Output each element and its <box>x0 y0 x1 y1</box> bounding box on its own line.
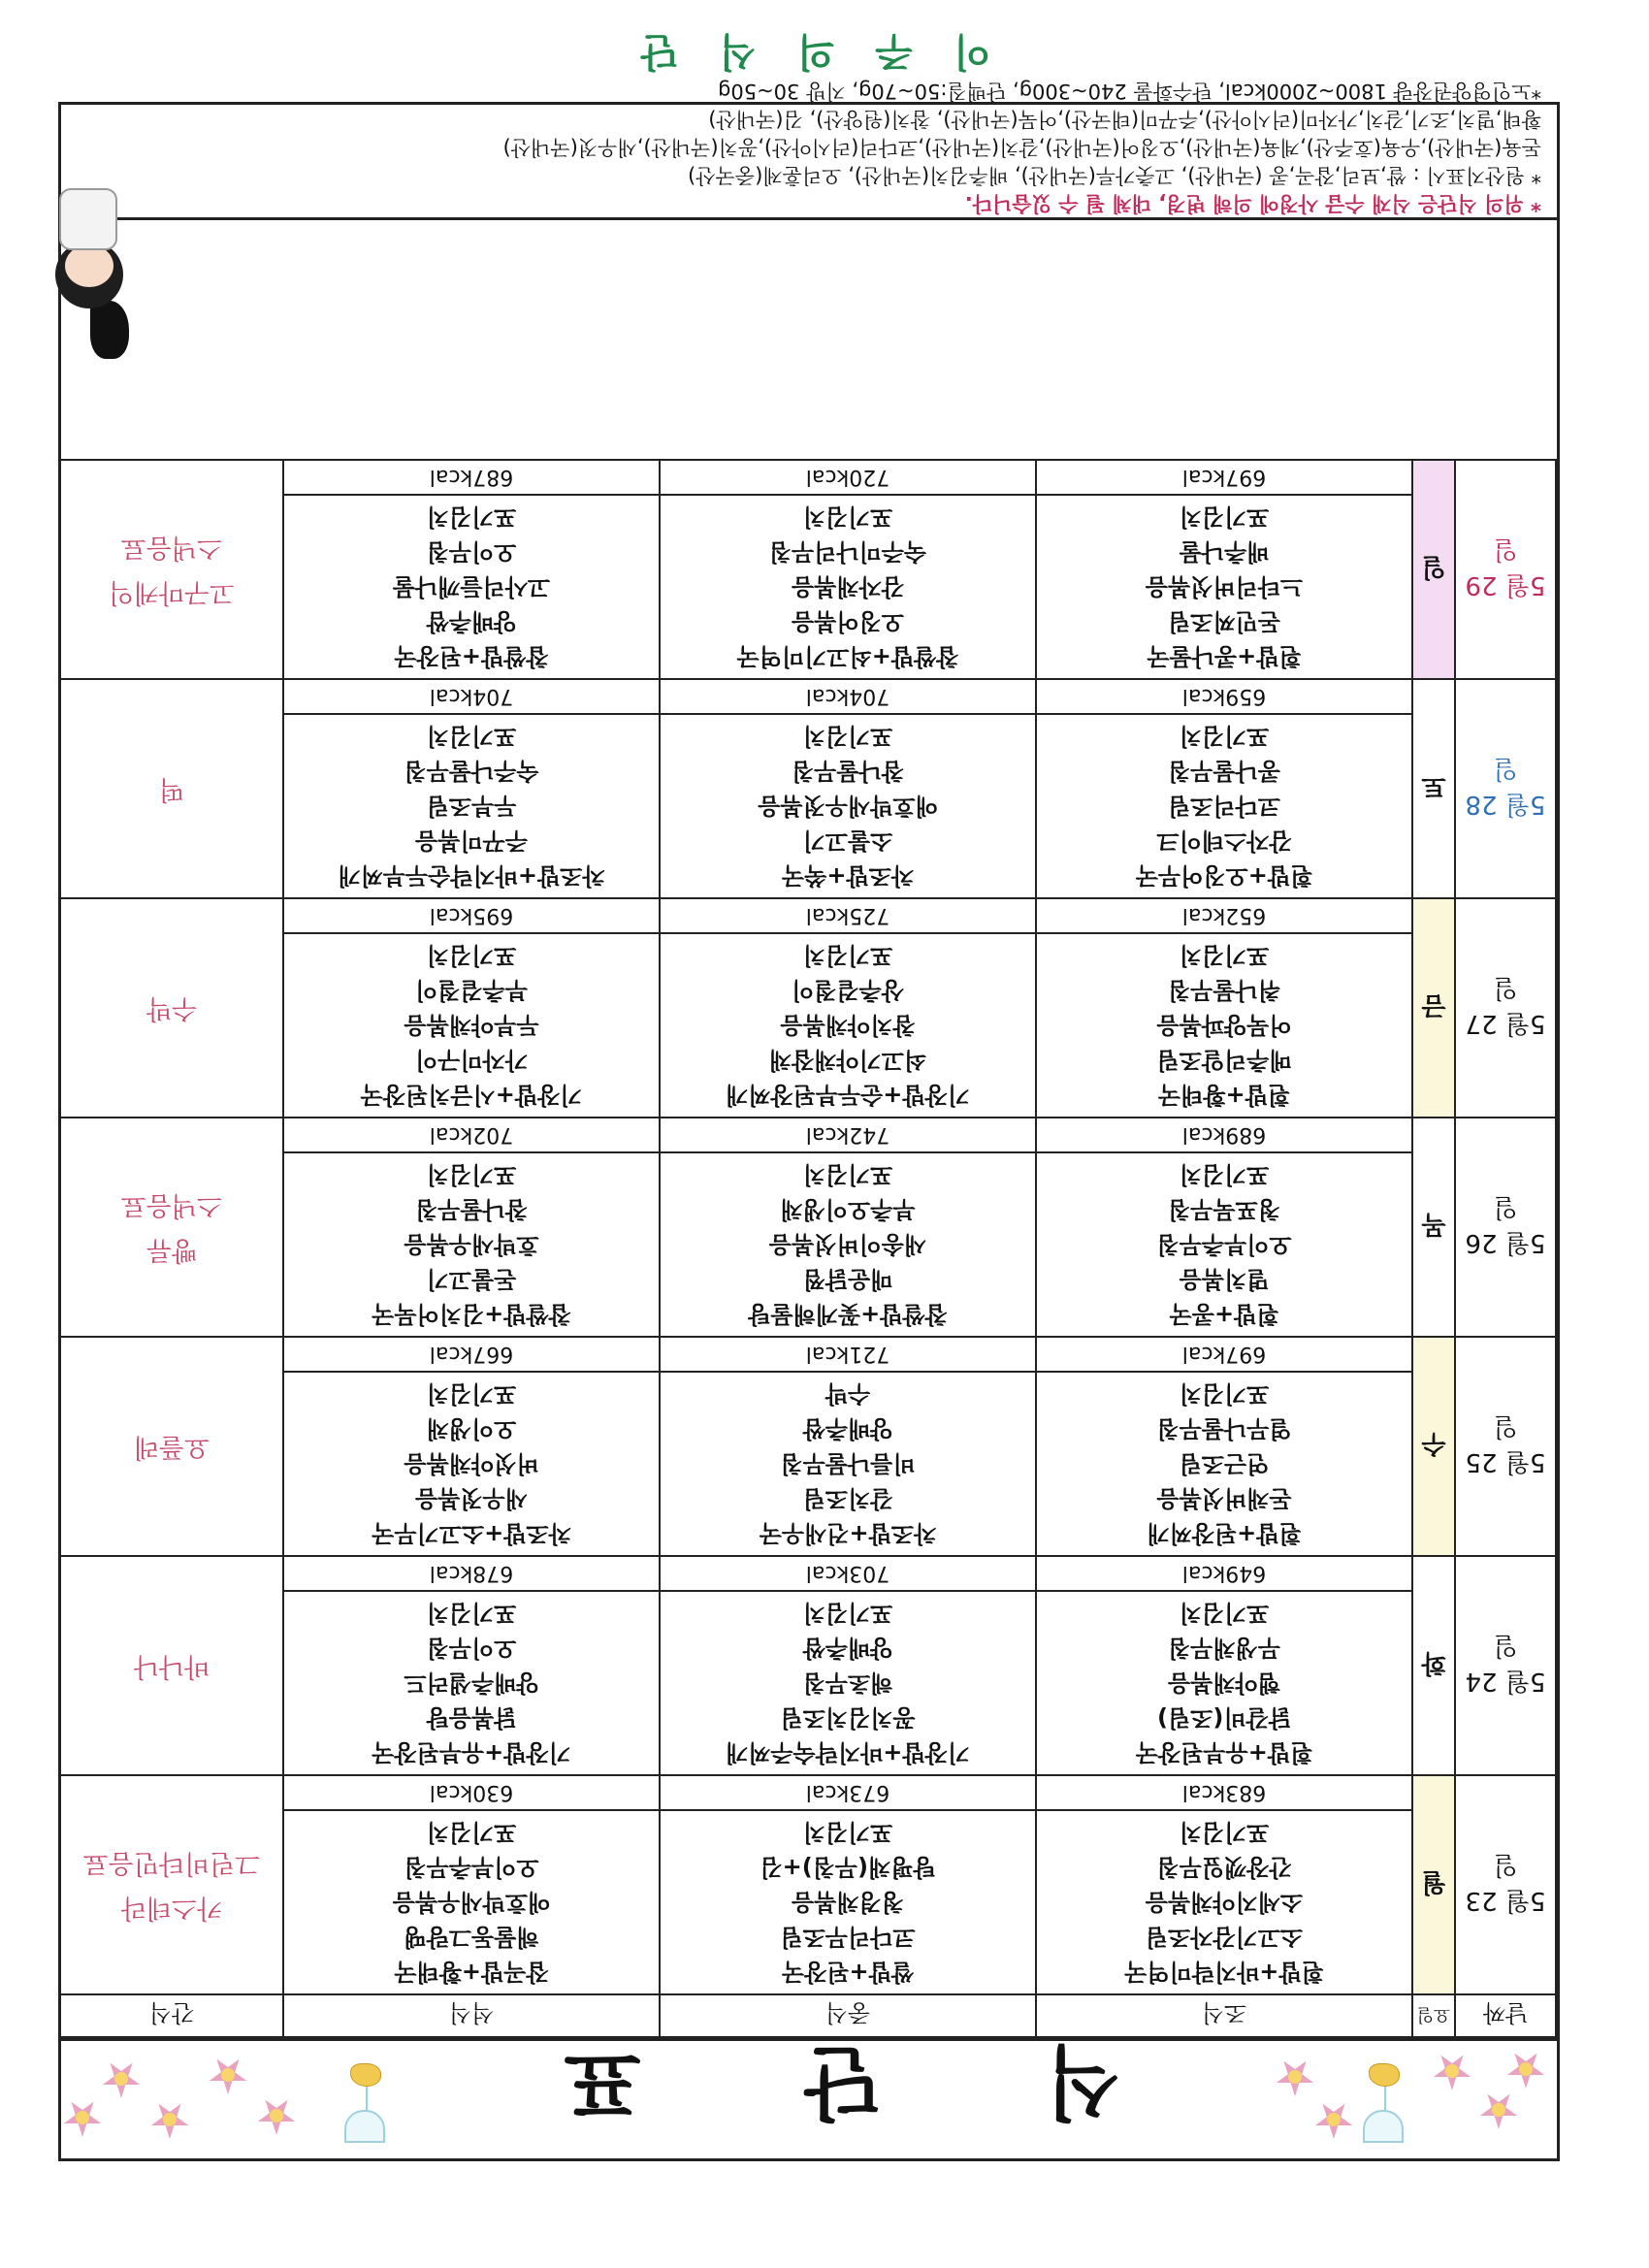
dinner-item: 애호박새우볶음 <box>392 1889 551 1916</box>
kcal-row <box>60 1556 1556 1591</box>
lunch-item: 매운닭찜 <box>802 1266 893 1293</box>
dow-cell: 화 <box>1412 1556 1455 1775</box>
breakfast-item: 어묵양파볶음 <box>1156 1012 1292 1039</box>
dinner-kcal: 678kcal <box>283 1556 660 1591</box>
dinner-item: 닭볶음탕 <box>426 1704 517 1732</box>
dinner-item: 포기김치 <box>426 723 517 750</box>
breakfast-item: 포기김치 <box>1179 1380 1270 1408</box>
date-cell: 5월 26일 <box>1455 1118 1556 1337</box>
page-title: 식 단 표 <box>496 2035 1122 2128</box>
lunch-menu <box>660 495 1036 679</box>
dinner-kcal: 667kcal <box>283 1337 660 1372</box>
dinner-item: 양배추쌈 <box>426 608 517 635</box>
dinner-item: 기장밥+시금치된장국 <box>360 1082 583 1109</box>
kcal-row <box>60 460 1556 495</box>
lunch-item: 포기김치 <box>802 1161 893 1188</box>
lunch-item: 꽁치김치조림 <box>780 1704 916 1732</box>
dinner-item: 고사리들깨나물 <box>392 573 551 600</box>
breakfast-item: 콩나물무침 <box>1168 758 1280 785</box>
breakfast-item: 포기김치 <box>1179 1600 1270 1627</box>
table-row <box>60 1372 1556 1556</box>
dinner-menu <box>283 495 660 679</box>
dinner-item: 찹쌀밥+김치어묵국 <box>372 1301 571 1328</box>
dinner-item: 포기김치 <box>426 1819 517 1846</box>
breakfast-item: 열무나물무침 <box>1156 1415 1292 1442</box>
snack-cell <box>60 1556 283 1775</box>
lunch-menu <box>660 1810 1036 1994</box>
table-row <box>60 1591 1556 1775</box>
breakfast-item: 흰밥+유부된장국 <box>1135 1739 1313 1766</box>
dow-cell: 금 <box>1412 898 1455 1118</box>
dinner-item: 가자미구이 <box>415 1047 528 1074</box>
date-cell: 5월 25일 <box>1455 1337 1556 1556</box>
breakfast-item: 포기김치 <box>1179 503 1270 531</box>
dinner-item: 차조밥+소고기무국 <box>372 1520 571 1547</box>
girl-illustration-icon <box>46 184 131 359</box>
snack-cell <box>60 1775 283 1994</box>
kcal-row <box>60 898 1556 933</box>
dinner-item: 차조밥+바지락순두부찌개 <box>338 862 605 890</box>
breakfast-menu <box>1036 1152 1412 1337</box>
breakfast-item: 흰밥+오징어무국 <box>1135 862 1313 890</box>
dinner-item: 포기김치 <box>426 942 517 969</box>
note-warning: * 위의 식단은 식재 수급 사정에 의해 변경, 대체 될 수 있습니다. <box>964 192 1541 215</box>
breakfast-item: 포기김치 <box>1179 723 1270 750</box>
dinner-menu <box>283 714 660 898</box>
lunch-kcal: 720kcal <box>660 460 1036 495</box>
breakfast-item: 감자스테이크 <box>1156 827 1292 855</box>
note-nutrition: *노인영양권장량 1800~2000kcal, 탄수화물 240~300g, 단백질:50~70g, 지방 30~50g <box>718 80 1541 103</box>
dinner-item: 돈불고기 <box>426 1266 517 1293</box>
date-cell: 5월 28일 <box>1455 679 1556 898</box>
breakfast-menu <box>1036 1591 1412 1775</box>
snack-item: 스낵음료 <box>120 533 223 563</box>
breakfast-kcal: 689kcal <box>1036 1118 1412 1152</box>
dinner-kcal: 702kcal <box>283 1118 660 1152</box>
dinner-item: 포기김치 <box>426 1161 517 1188</box>
breakfast-item: 취나물무침 <box>1168 977 1280 1004</box>
lunch-item: 코다리무조림 <box>780 1924 916 1951</box>
breakfast-item: 오이부추무침 <box>1156 1231 1292 1258</box>
lunch-menu <box>660 1591 1036 1775</box>
dinner-menu <box>283 1591 660 1775</box>
breakfast-kcal: 697kcal <box>1036 460 1412 495</box>
lunch-item: 기장밥+바지락숙주찌개 <box>726 1739 970 1766</box>
breakfast-item: 닭갈비(조림) <box>1157 1704 1291 1732</box>
dinner-menu <box>283 1810 660 1994</box>
snack-item: 고구마케익 <box>108 577 236 607</box>
breakfast-item: 돈민찌조림 <box>1168 608 1280 635</box>
dinner-item: 포기김치 <box>426 1380 517 1408</box>
breakfast-item: 흰밥+바지락미역국 <box>1124 1959 1324 1986</box>
header-snack: 간식 <box>60 1994 283 2037</box>
snack-cell <box>60 1337 283 1556</box>
breakfast-item: 청포묵무침 <box>1168 1196 1280 1223</box>
lunch-kcal: 673kcal <box>660 1775 1036 1810</box>
table-row <box>60 1810 1556 1994</box>
lunch-item: 포기김치 <box>802 1600 893 1627</box>
note-fish-origin: 황태,멸치,조기,갈치,가자미(러시아산),주꾸미(태국산),어묵(국내산), 참치(원양산), 김(국내산) <box>708 108 1541 131</box>
table-row <box>60 1152 1556 1337</box>
dow-cell: 일 <box>1412 460 1455 679</box>
snack-item: 빵류 <box>146 1235 198 1265</box>
table-row <box>60 714 1556 898</box>
menu-table-body <box>60 460 1556 1994</box>
note-origin: * 원산지표시 : 쌀,보리,잡곡,콩 (국내산), 고춧가루(국내산), 배추김치(국내산), 오리훈제(중국산) <box>688 164 1541 187</box>
dinner-item: 양배추샐러드 <box>404 1669 539 1697</box>
breakfast-menu <box>1036 1810 1412 1994</box>
breakfast-kcal: 649kcal <box>1036 1556 1412 1591</box>
lunch-item: 찹쌀밥+쇠고기미역국 <box>736 643 959 670</box>
lunch-item: 차조밥+쑥국 <box>781 862 915 890</box>
breakfast-item: 포기김치 <box>1179 942 1270 969</box>
breakfast-kcal: 683kcal <box>1036 1775 1412 1810</box>
lunch-kcal: 721kcal <box>660 1337 1036 1372</box>
dinner-item: 오이부추무침 <box>404 1854 539 1881</box>
lunch-kcal: 704kcal <box>660 679 1036 714</box>
snack-item: 그린비타민음료 <box>82 1848 261 1878</box>
lunch-item: 포기김치 <box>802 942 893 969</box>
breakfast-menu <box>1036 1372 1412 1556</box>
dinner-item: 포기김치 <box>426 1600 517 1627</box>
dow-cell: 토 <box>1412 679 1455 898</box>
breakfast-item: 흰밥+된장찌개 <box>1147 1520 1302 1547</box>
dinner-item: 찹쌀밥+된장국 <box>394 643 549 670</box>
dinner-kcal: 704kcal <box>283 679 660 714</box>
header-breakfast: 조식 <box>1036 1994 1412 2037</box>
breakfast-menu <box>1036 495 1412 679</box>
breakfast-item: 배추나물 <box>1179 538 1270 566</box>
lunch-item: 양배추쌈 <box>802 1415 893 1442</box>
header-dow: 요일 <box>1412 1994 1455 2037</box>
breakfast-menu <box>1036 714 1412 898</box>
lunch-menu <box>660 1152 1036 1337</box>
lunch-item: 상추겉절이 <box>792 977 904 1004</box>
lunch-item: 애호박새우젓볶음 <box>758 793 938 820</box>
menu-frame <box>58 29 1560 2161</box>
breakfast-item: 포기김치 <box>1179 1819 1270 1846</box>
lunch-menu <box>660 933 1036 1118</box>
lunch-item: 차조밥+건새우국 <box>759 1520 937 1547</box>
breakfast-kcal: 652kcal <box>1036 898 1412 933</box>
date-cell: 5월 29일 <box>1455 460 1556 679</box>
dinner-menu <box>283 1152 660 1337</box>
breakfast-item: 햄야채볶음 <box>1168 1669 1280 1697</box>
notes-section <box>61 80 1557 220</box>
breakfast-item: 흰밥+콩나물국 <box>1147 643 1302 670</box>
dinner-menu <box>283 933 660 1118</box>
lunch-item: 참나물무침 <box>792 758 904 785</box>
dinner-item: 오이무침 <box>426 538 517 566</box>
note-meat-origin: 돈육(국내산),우육(호주산),계육(국내산),오징어(국내산),갈치(국내산),코다리(러시아산),꽁치(국내산),새우젓(국내산) <box>502 136 1541 159</box>
dinner-item: 오이생채 <box>426 1415 517 1442</box>
snack-item: 요플레 <box>133 1432 210 1462</box>
dinner-item: 숙주나물무침 <box>404 758 539 785</box>
kcal-row <box>60 1118 1556 1152</box>
breakfast-item: 돈채버섯볶음 <box>1156 1485 1292 1512</box>
dinner-item: 버섯야채볶음 <box>404 1450 539 1477</box>
snack-cell <box>60 679 283 898</box>
lunch-item: 포기김치 <box>802 723 893 750</box>
dinner-item: 해물동그랑땡 <box>404 1924 539 1951</box>
kcal-row <box>60 679 1556 714</box>
lunch-item: 참치야채볶음 <box>780 1012 916 1039</box>
snack-item: 떡 <box>158 774 185 804</box>
dinner-item: 오이무침 <box>426 1635 517 1662</box>
lunch-item: 새송이버섯볶음 <box>768 1231 927 1258</box>
lunch-menu <box>660 1372 1036 1556</box>
lunch-item: 소불고기 <box>802 827 893 855</box>
date-cell: 5월 24일 <box>1455 1556 1556 1775</box>
kcal-row <box>60 1337 1556 1372</box>
dinner-item: 포기김치 <box>426 503 517 531</box>
breakfast-item: 소세지야채볶음 <box>1145 1889 1304 1916</box>
snack-cell <box>60 1118 283 1337</box>
snack-item: 카스테라 <box>120 1893 223 1923</box>
breakfast-item: 소고기감자조림 <box>1145 1924 1304 1951</box>
breakfast-item: 간장깻잎무침 <box>1156 1854 1292 1881</box>
dinner-kcal: 687kcal <box>283 460 660 495</box>
breakfast-item: 포기김치 <box>1179 1161 1270 1188</box>
dow-cell: 월 <box>1412 1775 1455 1994</box>
lunch-item: 갈치조림 <box>802 1485 893 1512</box>
lunch-item: 양배추쌈 <box>802 1635 893 1662</box>
lunch-item: 포기김치 <box>802 503 893 531</box>
lunch-kcal: 725kcal <box>660 898 1036 933</box>
dinner-item: 두부조림 <box>426 793 517 820</box>
breakfast-kcal: 659kcal <box>1036 679 1412 714</box>
dinner-item: 참나물무침 <box>415 1196 528 1223</box>
date-cell: 5월 27일 <box>1455 898 1556 1118</box>
lunch-item: 쌀밥+된장국 <box>781 1959 915 1986</box>
snack-cell <box>60 460 283 679</box>
lunch-item: 숙주미나리무침 <box>768 538 927 566</box>
breakfast-item: 코다리조림 <box>1168 793 1280 820</box>
snack-item: 스낵음료 <box>120 1190 223 1220</box>
lunch-kcal: 703kcal <box>660 1556 1036 1591</box>
lunch-item: 부추오이생채 <box>780 1196 916 1223</box>
lunch-item: 청경채볶음 <box>792 1889 904 1916</box>
dinner-item: 주꾸미볶음 <box>415 827 528 855</box>
dinner-kcal: 630kcal <box>283 1775 660 1810</box>
dow-cell: 수 <box>1412 1337 1455 1556</box>
lunch-menu <box>660 714 1036 898</box>
lunch-item: 비름나물무침 <box>780 1450 916 1477</box>
dinner-item: 두부야채볶음 <box>404 1012 539 1039</box>
lunch-item: 감자채볶음 <box>792 573 904 600</box>
lunch-item: 수박 <box>824 1380 871 1408</box>
breakfast-item: 느타리버섯볶음 <box>1145 573 1304 600</box>
lunch-item: 쇠고기야채잡채 <box>768 1047 927 1074</box>
lunch-item: 해초무침 <box>802 1669 893 1697</box>
menu-table <box>59 459 1557 2038</box>
header-dinner: 석식 <box>283 1994 660 2037</box>
snack-item: 수박 <box>146 993 198 1023</box>
breakfast-item: 흰밥+황태국 <box>1157 1082 1291 1109</box>
snack-item: 바나나 <box>133 1651 210 1681</box>
table-header-row <box>60 1994 1556 2037</box>
breakfast-item: 메추리알조림 <box>1156 1047 1292 1074</box>
dow-cell: 목 <box>1412 1118 1455 1337</box>
dinner-menu <box>283 1372 660 1556</box>
lunch-item: 기장밥+순두부된장찌개 <box>726 1082 970 1109</box>
kcal-row <box>60 1775 1556 1810</box>
header-date: 날짜 <box>1455 1994 1556 2037</box>
date-cell: 5월 23일 <box>1455 1775 1556 1994</box>
breakfast-item: 멸치볶음 <box>1179 1266 1270 1293</box>
breakfast-menu <box>1036 933 1412 1118</box>
dinner-item: 호박새우볶음 <box>404 1231 539 1258</box>
footer-title: 이 주 의 식 단 <box>627 29 991 74</box>
lunch-item: 탕평채(무침)+김 <box>760 1854 936 1881</box>
dinner-item: 기장밥+유부된장국 <box>372 1739 571 1766</box>
breakfast-item: 연근조림 <box>1179 1450 1270 1477</box>
snack-cell <box>60 898 283 1118</box>
lunch-kcal: 742kcal <box>660 1118 1036 1152</box>
dinner-kcal: 695kcal <box>283 898 660 933</box>
breakfast-kcal: 697kcal <box>1036 1337 1412 1372</box>
lunch-item: 포기김치 <box>802 1819 893 1846</box>
header-band <box>61 2035 1557 2158</box>
lunch-item: 찹쌀밥+꽃게해물탕 <box>748 1301 948 1328</box>
header-lunch: 중식 <box>660 1994 1036 2037</box>
dinner-item: 부추겉절이 <box>415 977 528 1004</box>
dinner-item: 잡곡밥+황태국 <box>394 1959 549 1986</box>
breakfast-item: 무생채무침 <box>1168 1635 1280 1662</box>
table-row <box>60 933 1556 1118</box>
dinner-item: 새우젓볶음 <box>415 1485 528 1512</box>
table-row <box>60 495 1556 679</box>
breakfast-item: 흰밥+콩국 <box>1169 1301 1279 1328</box>
lunch-item: 오징어볶음 <box>792 608 904 635</box>
